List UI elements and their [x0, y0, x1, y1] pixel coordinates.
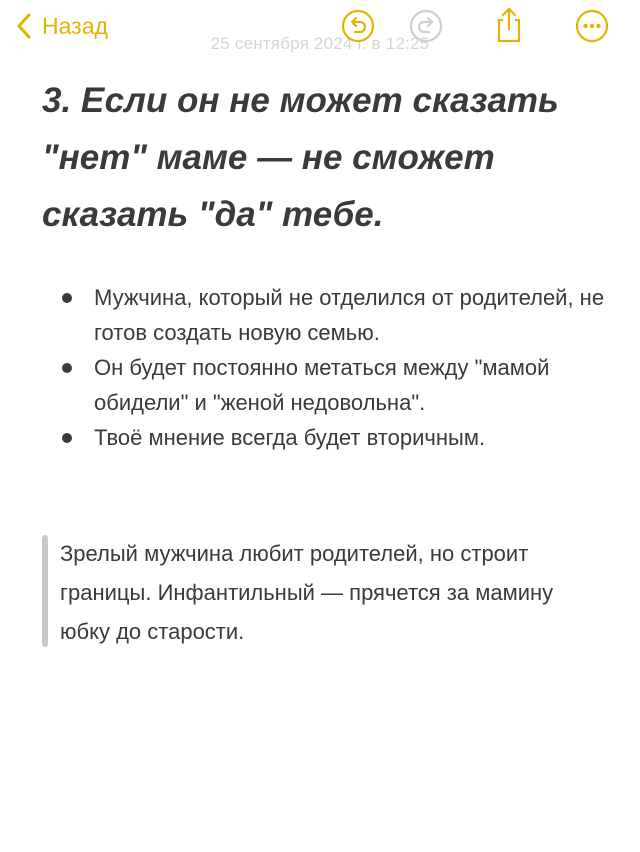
note-date: 25 сентября 2024 г. в 12:25: [210, 34, 430, 53]
more-button[interactable]: [574, 8, 610, 44]
redo-button[interactable]: [408, 8, 444, 44]
quote-bar: [42, 535, 48, 647]
bullet-list: [62, 280, 622, 455]
more-icon: [574, 8, 610, 44]
undo-button[interactable]: [340, 8, 376, 44]
redo-icon: [408, 8, 444, 44]
list-item: [62, 420, 622, 455]
chevron-left-icon: [16, 12, 32, 40]
list-item-text: Твоё мнение всегда будет вторичным.: [94, 425, 486, 450]
back-button[interactable]: [16, 8, 108, 44]
bullet-icon: [62, 433, 72, 443]
list-item: [62, 350, 622, 420]
share-button[interactable]: [492, 6, 528, 42]
list-item-text: Он будет постоянно метаться между "мамой обидели" и "женой недовольна".: [94, 355, 550, 415]
bullet-icon: [62, 363, 72, 373]
toolbar: [0, 0, 640, 56]
undo-icon: [340, 8, 376, 44]
share-icon: [492, 6, 528, 44]
note-heading: 3. Если он не может сказать "нет" маме — не сможет сказать "да" тебе.: [42, 81, 559, 234]
back-label: Назад: [42, 12, 108, 39]
list-item-text: Мужчина, который не отделился от родителей, не готов создать новую семью.: [94, 285, 605, 345]
bullet-icon: [62, 293, 72, 303]
list-item: [62, 280, 622, 350]
quote-text: Зрелый мужчина любит родителей, но строит границы. Инфантильный — прячется за мамину юбку до старости.: [60, 541, 554, 644]
block-quote: [42, 535, 612, 647]
